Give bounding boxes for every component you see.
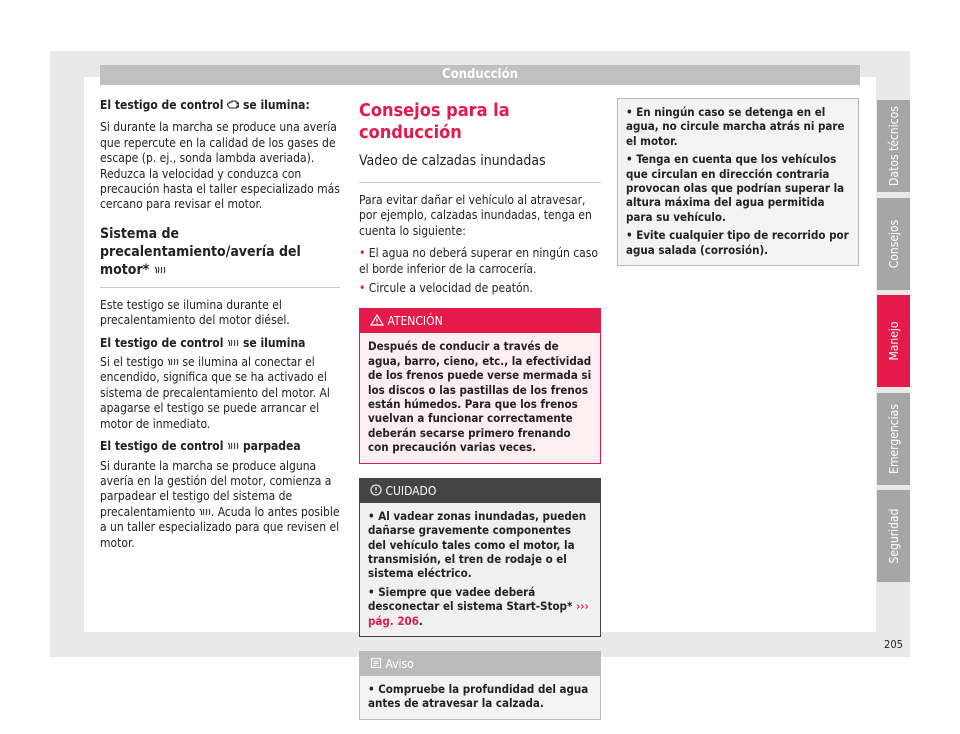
list-item-text: El agua no deberá superar en ningún caso el borde inferior de la carrocería.: [359, 246, 598, 276]
continued-box: [617, 98, 859, 266]
list-item: • Al vadear zonas inundadas, pueden dañarse gravemente componentes del vehículo tales como el motor, la transmisión, el tren de rodaje o el sistema eléctrico.: [368, 508, 587, 581]
glow-plug-icon: [167, 355, 179, 370]
list-item: • En ningún caso se detenga en el agua, no circule marcha atrás ni pare el motor.: [626, 105, 845, 148]
column-left: [100, 98, 340, 558]
glow-plug-icon: [227, 336, 239, 351]
section-title: Consejos para la conducción: [359, 100, 510, 143]
list-item-text: Circule a velocidad de peatón.: [368, 281, 533, 296]
warning-box-label: ATENCIÓN: [387, 314, 443, 329]
note-box: [359, 651, 601, 720]
column-middle: [359, 98, 601, 734]
page-reference-link[interactable]: ››› pág. 206: [368, 599, 589, 628]
note-box-body: [360, 676, 600, 719]
column-right: [617, 98, 859, 266]
side-tab-label: Emergencias: [886, 404, 901, 474]
preheat-on-title-suffix: se ilumina: [242, 335, 306, 350]
preheat-on-title: [100, 336, 340, 351]
list-item-text: Siempre que vadee deberá desconectar el sistema Start-Stop*: [368, 584, 573, 614]
glow-plug-icon: [227, 439, 239, 454]
list-item: [359, 281, 601, 296]
list-item-text: Compruebe la profundidad del agua antes de atravesar la calzada.: [368, 681, 589, 711]
preheat-blink-text-a: Si durante la marcha se produce alguna avería en la gestión del motor, comienza a parpadear el testigo del sistema de precalentamiento: [100, 458, 332, 519]
preheat-blink-text: [100, 459, 340, 551]
page-header: Conducción: [100, 65, 860, 85]
warning-box: [359, 308, 601, 463]
lambda-warning-text: Si durante la marcha se produce una avería que repercute en la calidad de los gases de escape (p. ej., sonda lambda averiada). Reduzca la velocidad y conduzca con precaución hasta el taller especializado más cercano para revisar el motor.: [100, 120, 340, 212]
list-item-text: Evite cualquier tipo de recorrido por agua salada (corrosión).: [626, 228, 849, 257]
side-tab-datos-tecnicos[interactable]: [877, 100, 910, 192]
preheat-on-title-text: El testigo de control: [100, 335, 224, 350]
caution-box-label: CUIDADO: [385, 483, 437, 498]
section-subtitle: Vadeo de calzadas inundadas: [359, 152, 601, 183]
list-item-text: En ningún caso se detenga en el agua, no circule marcha atrás ni pare el motor.: [626, 105, 845, 148]
side-tab-label: Consejos: [886, 219, 901, 269]
preheat-on-text: [100, 355, 340, 432]
side-tab-emergencias[interactable]: [877, 393, 910, 485]
list-item: • Siempre que vadee deberá desconectar el sistema Start-Stop* ››› pág. 206.: [368, 584, 589, 628]
page-number: 205: [884, 638, 903, 651]
warning-box-text: Después de conducir a través de agua, barro, cieno, etc., la efectividad de los frenos puede verse mermada si los discos o las pastillas de los frenos están húmedos. Para que los frenos vuelvan a funcionar correctamente deberán secarse primero frenando con precaución varias veces.: [368, 339, 592, 455]
caution-box: [359, 478, 601, 637]
caution-box-header: [360, 479, 600, 503]
caution-box-body: [360, 503, 600, 636]
lambda-warning-title: [100, 98, 340, 113]
list-item-end: .: [418, 613, 423, 628]
bullet-icon: •: [359, 246, 369, 261]
warning-box-header: [360, 309, 600, 333]
note-box-header: [360, 652, 600, 676]
list-item-text: Al vadear zonas inundadas, pueden dañarse gravemente componentes del vehículo tales como el motor, la transmisión, el tren de rodaje o el sistema eléctrico.: [368, 508, 587, 581]
preheat-heading-text: Sistema de precalentamiento/avería del motor*: [100, 225, 301, 278]
preheat-on-text-b: se ilumina al conectar el encendido, significa que se ha activado el sistema de precalentamiento del motor. Al apagarse el testigo se puede arrancar el motor de inmediato.: [100, 355, 330, 431]
engine-warning-icon: [227, 98, 239, 113]
list-item-text: Tenga en cuenta que los vehículos que circulan en dirección contraria provocan olas que podrían superar la altura máxima del agua permitida para su vehículo.: [626, 152, 845, 224]
preheat-intro: Este testigo se ilumina durante el precalentamiento del motor diésel.: [100, 297, 290, 328]
side-tab-label: Datos técnicos: [886, 106, 901, 186]
preheat-blink-title-text: El testigo de control: [100, 439, 224, 454]
list-item: • Compruebe la profundidad del agua antes de atravesar la calzada.: [368, 681, 589, 711]
lambda-title-text: El testigo de control: [100, 98, 224, 112]
side-tab-label: Seguridad: [886, 508, 901, 564]
preheat-blink-title: [100, 439, 340, 454]
list-item: • Evite cualquier tipo de recorrido por agua salada (corrosión).: [626, 228, 849, 257]
lambda-title-suffix: se ilumina:: [242, 98, 310, 112]
side-tab-label: Manejo: [886, 321, 901, 361]
bullet-icon: •: [359, 281, 369, 296]
note-icon: [370, 657, 385, 671]
warning-triangle-icon: [370, 314, 387, 328]
wading-intro: Para evitar dañar el vehículo al atravesar, por ejemplo, calzadas inundadas, tenga en cuenta lo siguiente:: [359, 193, 592, 238]
side-tab-consejos[interactable]: [877, 198, 910, 290]
side-tab-seguridad[interactable]: [877, 490, 910, 582]
glow-plug-icon: [154, 261, 166, 279]
glow-plug-icon: [199, 505, 211, 520]
preheat-blink-text-b: . Acuda lo antes posible a un taller especializado para que revisen el motor.: [100, 504, 340, 550]
list-item: [359, 246, 601, 277]
preheat-section-heading: [100, 225, 340, 288]
preheat-blink-title-suffix: parpadea: [242, 439, 301, 454]
list-item: • Tenga en cuenta que los vehículos que circulan en dirección contraria provocan olas que podrían superar la altura máxima del agua permitida para su vehículo.: [626, 152, 845, 224]
side-tab-manejo[interactable]: [877, 295, 910, 387]
note-box-label: Aviso: [385, 656, 414, 671]
preheat-on-text-a: Si el testigo: [100, 355, 164, 370]
info-circle-icon: [370, 484, 385, 498]
